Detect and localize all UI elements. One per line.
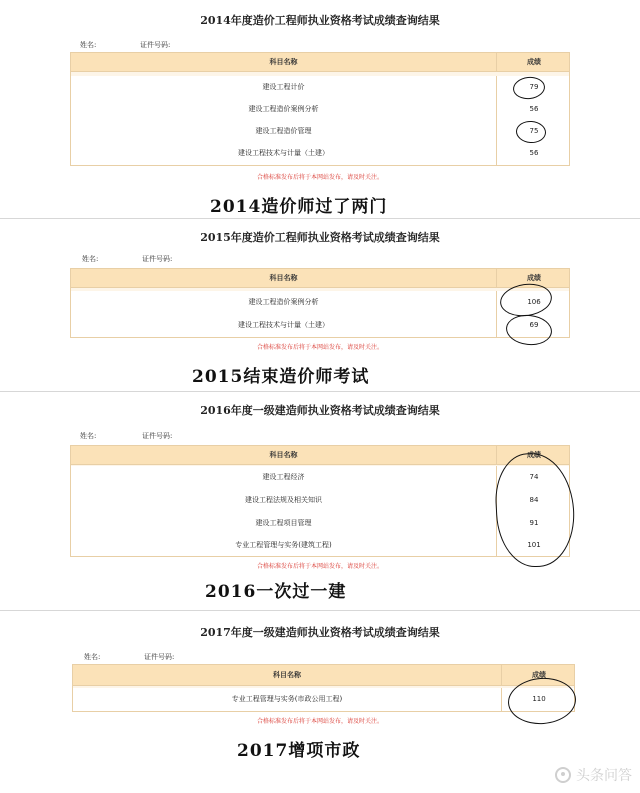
name-label: 姓名: [84,653,101,661]
notice-text: 合格标准发布后将于本网站发布，请及时关注。 [256,718,383,725]
table-header [71,53,569,72]
score-cell: 56 [496,142,571,165]
subject-cell: 建设工程法规及相关知识 [245,496,322,504]
table-row [71,291,569,315]
table-row [71,98,569,121]
table-row [71,142,569,165]
cert-label: 证件号码: [140,41,171,49]
score-table [70,268,570,338]
panel-title: 2014年度造价工程师执业资格考试成绩查询结果 [200,14,440,27]
watermark [555,765,632,785]
score-header: 成绩 [501,665,576,685]
subject-cell: 建设工程造价案例分析 [248,298,319,306]
subject-cell: 专业工程管理与实务(市政公用工程) [231,695,343,703]
score-cell: 56 [496,98,571,120]
handwritten-caption: 2015结束造价师考试 [192,367,370,387]
subject-cell: 建设工程计价 [262,83,305,91]
score-cell: 101 [496,535,571,556]
table-row [71,489,569,513]
table-row [71,76,569,99]
subject-header: 科目名称 [269,451,298,459]
score-cell: 79 [496,76,571,98]
subject-header: 科目名称 [269,274,298,282]
score-cell: 106 [496,291,571,314]
panel-title: 2015年度造价工程师执业资格考试成绩查询结果 [200,231,440,244]
notice-text: 合格标准发布后将于本网站发布，请及时关注。 [256,563,383,570]
divider [0,391,640,392]
score-table [70,52,570,166]
table-header [73,665,574,686]
table-row [71,512,569,536]
table-header [71,269,569,288]
score-header: 成绩 [496,269,571,287]
cert-label: 证件号码: [142,255,173,263]
table-header [71,446,569,465]
subject-header: 科目名称 [273,671,301,679]
score-header: 成绩 [496,53,571,71]
result-panel-2015 [0,220,640,390]
score-cell: 84 [496,489,571,512]
score-cell: 75 [496,120,571,142]
result-panel-2017 [0,612,640,793]
score-table [72,664,575,712]
panel-title: 2017年度一级建造师执业资格考试成绩查询结果 [200,626,440,639]
subject-header: 科目名称 [269,58,298,66]
notice-text: 合格标准发布后将于本网站发布，请及时关注。 [256,174,383,181]
result-panel-2014 [0,0,640,218]
subject-cell: 建设工程造价案例分析 [248,105,319,113]
cert-label: 证件号码: [144,653,175,661]
subject-cell: 建设工程技术与计量（土建） [238,149,329,157]
score-header: 成绩 [496,446,571,464]
subject-cell: 建设工程项目管理 [255,519,312,527]
panel-title: 2016年度一级建造师执业资格考试成绩查询结果 [200,404,440,417]
handwritten-caption: 2016一次过一建 [205,582,347,602]
subject-cell: 建设工程造价管理 [255,127,312,135]
score-cell: 74 [496,466,571,489]
handwritten-caption: 2017增项市政 [237,741,361,761]
subject-cell: 专业工程管理与实务(建筑工程) [235,541,332,549]
name-label: 姓名: [80,432,97,440]
table-row [71,535,569,556]
result-panel-2016 [0,393,640,608]
name-label: 姓名: [82,255,99,263]
cert-label: 证件号码: [142,432,173,440]
score-cell: 91 [496,512,571,535]
handwritten-caption: 2014造价师过了两门 [210,197,388,217]
table-row [71,466,569,490]
table-row [71,314,569,337]
subject-cell: 建设工程技术与计量（土建） [238,321,329,329]
divider [0,218,640,219]
name-label: 姓名: [80,41,97,49]
subject-cell: 建设工程经济 [262,473,305,481]
notice-text: 合格标准发布后将于本网站发布，请及时关注。 [256,344,383,351]
score-cell: 110 [501,688,576,711]
table-row [71,120,569,143]
score-cell: 69 [496,314,571,337]
divider [0,610,640,611]
wukong-logo-icon [555,767,571,783]
watermark-text: 头条问答 [576,768,632,784]
table-row [73,688,574,711]
